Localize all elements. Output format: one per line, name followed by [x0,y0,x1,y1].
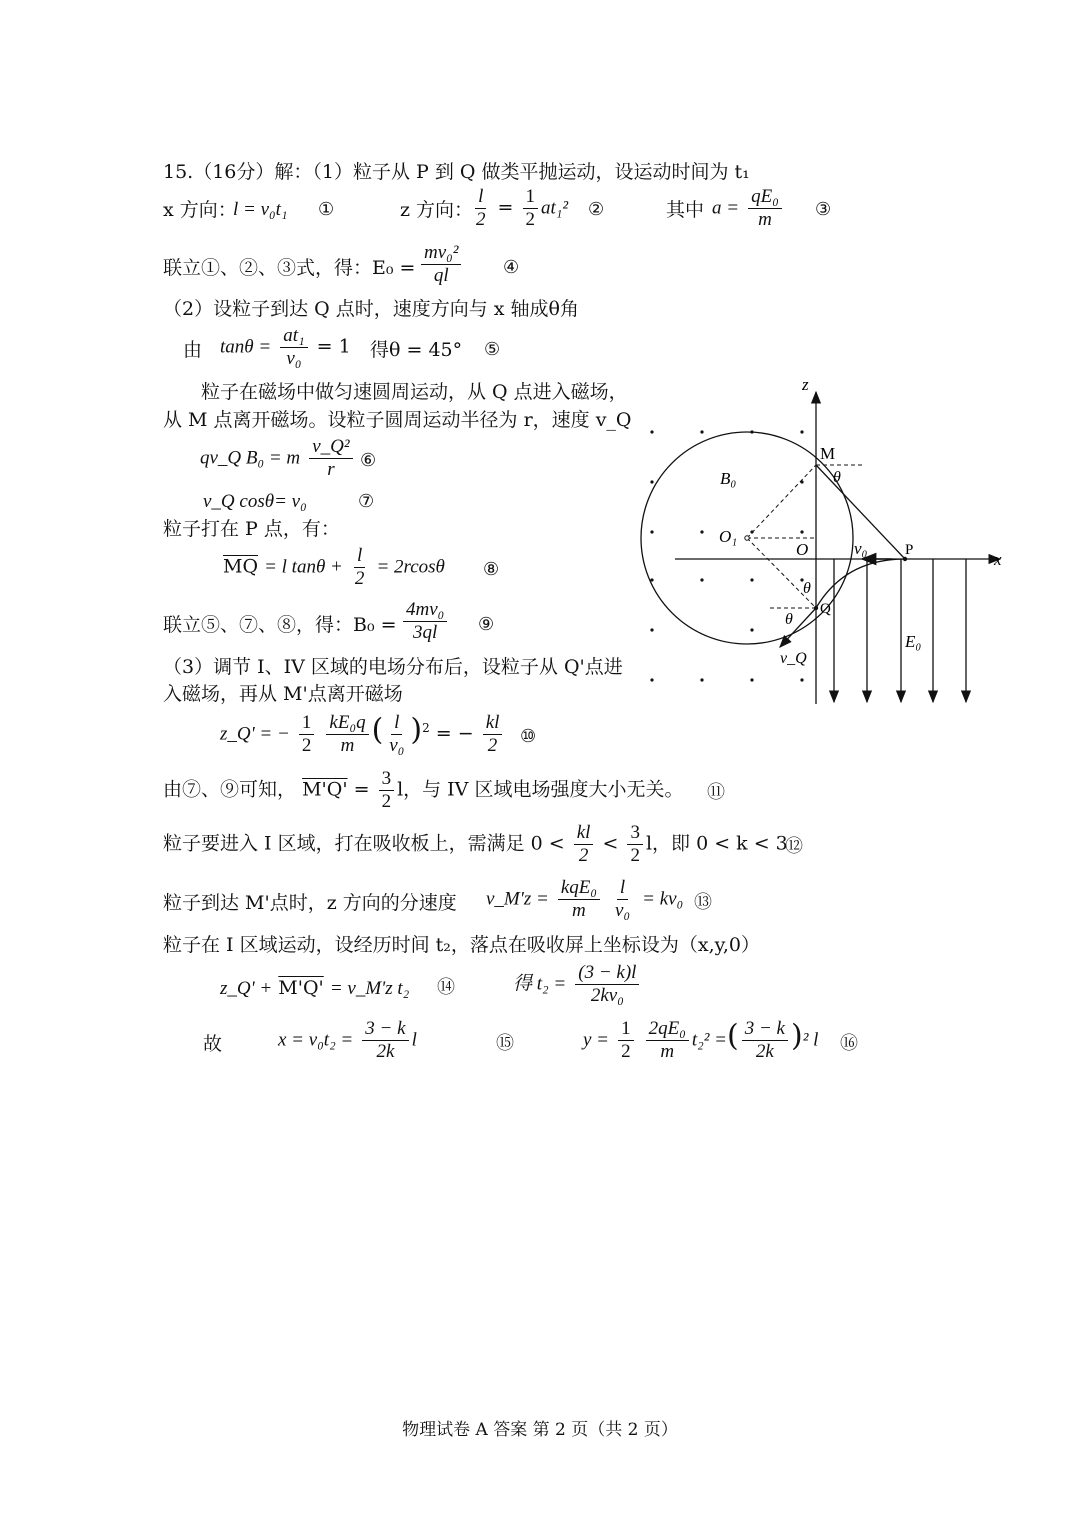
eq10-f3n: l [391,712,402,735]
eq3-lhs: a = [712,197,740,219]
x-axis-label: x [994,550,1002,569]
eq14-a: z_Q' + [220,978,273,999]
eq16-d2: m [660,1041,675,1062]
you-label: 由 [183,339,203,361]
line-13-text: 粒子到达 M'点时，z 方向的分速度 [163,892,457,914]
eq14-mq: M'Q' [278,977,324,999]
tan-equation [220,325,351,370]
eq6-num: v_Q² [309,436,352,459]
theta-label-m: θ [833,469,841,486]
line-11 [163,768,683,813]
equation-16: y = $\frac{1}{2}$ $\frac{\text{2qE₀}}{m}$ t₂² =( $\frac{3 - k}{2k}$ )² l [583,1018,819,1062]
lianli-line-2: 联立⑤、⑦、⑧，得：B₀ = [163,614,397,636]
l12-den2: 2 [630,845,640,866]
lianli-line-1: 联立①、②、③式，得：E₀ = [163,257,416,279]
eq-number-16: ⑯ [840,1033,858,1054]
eq14-c: = v_M'z t₂ [329,978,410,999]
eq-number-10: ⑩ [520,726,537,747]
b0-label: B₀ [720,469,737,488]
eq-number-12: ⑫ [785,836,803,857]
eq8-b: = l tanθ + [264,556,343,578]
eq10-f3d: v₀ [389,735,405,756]
l12-b: < [602,832,619,855]
q-point [814,606,818,610]
eq15-num: 3 − k [362,1018,408,1041]
eq4-num: mv₀² [421,242,461,265]
equation-8 [223,545,445,590]
eq-number-13: ⑬ [694,892,712,913]
gu-label: 故 [203,1033,223,1055]
l11-d: l，与 IV 区域电场强度大小无关。 [397,778,684,801]
electric-field-lines [834,559,966,702]
equation-14 [220,976,409,1001]
equation-t2 [513,962,642,1007]
hit-p-text: 粒子打在 P 点，有： [163,518,340,540]
equation-9 [400,599,450,644]
o1-label: O₁ [719,527,738,546]
eq14-num: (3 − k)l [575,962,639,985]
tan-den: v₀ [286,348,302,369]
eq10-f2n: kE₀q [326,712,368,735]
eq8-den: 2 [354,568,365,589]
eq16-n1: 1 [618,1018,634,1041]
eq4-den: ql [433,265,449,286]
eq10-f1n: 1 [299,712,315,735]
o-label: O [796,540,809,559]
eq14-den: 2kv₀ [590,985,624,1006]
o1-point [745,536,749,540]
equation-7: v_Q cosθ= v₀ [203,491,307,512]
eq16-mid: t₂² = [691,1029,727,1051]
vq-label: v_Q [780,650,807,667]
eq2-num: l [475,186,486,209]
equation-15 [278,1018,417,1063]
theta-label-q1: θ [803,580,811,597]
equation-4 [418,242,464,287]
eq10-f4n: kl [483,712,503,735]
l12-c: l，即 0 < k < 3 [645,832,788,855]
page-footer: 物理试卷 A 答案 第 2 页（共 2 页） [402,1420,678,1440]
l11-a: 由⑦、⑨可知， [163,778,297,801]
eq16-d1: 2 [621,1041,631,1062]
l13-n1: kqE₀ [558,877,600,900]
eq16-lhs: y = [583,1029,610,1051]
eq-number-14: ⑭ [437,977,455,998]
tan-num: at₁ [280,325,307,348]
eq10-lhs: z_Q' = − [220,723,290,745]
equation-6 [200,436,356,481]
qizhong-label: 其中 [666,199,705,221]
eq16-tail: ² l [802,1029,819,1051]
paragraph-line-2: 从 M 点离开磁场。设粒子圆周运动半径为 r，速度 v_Q [163,409,632,431]
paragraph-line-1: 粒子在磁场中做匀速圆周运动，从 Q 点进入磁场， [201,381,628,403]
eq-number-6: ⑥ [360,450,377,471]
eq2-rhs-num: 1 [523,186,539,209]
eq-number-11: ⑪ [707,782,725,803]
part-3-line-2: 入磁场，再从 M'点离开磁场 [163,683,403,705]
l12-den1: 2 [578,845,589,866]
eq14-de: 得 t₂ = [513,973,567,995]
eq9-num: 4mv₀ [403,599,447,622]
theta-45-result: 得θ = 45° [370,339,463,361]
l12-num1: kl [574,822,594,845]
l13-d2: v₀ [615,900,631,921]
equation-1: l = v₀t₁ [233,199,288,220]
eq8-c: = 2rcosθ [376,556,445,578]
equation-2: $\frac{l}{2}$ = $\frac{1}{2}$ at₁² [470,186,568,231]
eq16-n3: 3 − k [742,1018,788,1041]
eq3-num: qE₀ [748,186,782,209]
m-label: M [820,444,836,463]
eq-number-3: ③ [815,199,832,220]
eq10-f1d: 2 [301,735,312,756]
l12-num2: 3 [627,822,643,845]
equation-13 [486,877,683,922]
z-axis-label: z [802,375,809,394]
eq6-lhs: qv_Q B₀ = m [200,447,301,469]
eq-number-9: ⑨ [478,614,495,635]
z-direction-label: z 方向： [400,199,474,221]
l13-d1: m [572,900,586,921]
question-heading: 15.（16分）解：（1）粒子从 P 到 Q 做类平抛运动，设运动时间为 t₁ [163,161,750,183]
l13-n2: l [617,877,628,900]
e0-label: E₀ [905,632,922,651]
q-label: Q [820,601,831,617]
eq10-mid: = − [435,722,474,745]
eq6-den: r [327,459,335,480]
theta-label-q2: θ [785,611,793,628]
physics-diagram [630,372,1010,712]
p-label: P [905,542,914,558]
eq-number-8: ⑧ [483,559,500,580]
eq16-n2: 2qE₀ [646,1018,689,1041]
eq-number-5: ⑤ [484,339,501,360]
part-2-heading: （2）设粒子到达 Q 点时，速度方向与 x 轴成θ角 [163,298,579,320]
l11-num: 3 [379,768,395,791]
tan-rhs: = 1 [316,335,351,358]
x-direction-label: x 方向： [163,199,237,221]
l11-mq: M'Q' [302,778,348,801]
l12-a: 粒子要进入 I 区域，打在吸收板上，需满足 0 < [163,832,565,855]
eq-number-4: ④ [503,257,520,278]
eq15-lhs: x = v₀t₂ = [278,1029,354,1051]
equation-3 [712,186,785,231]
line-14-text: 粒子在 I 区域运动，设经历时间 t₂，落点在吸收屏上坐标设为（x,y,0） [163,934,760,956]
eq16-d3: 2k [755,1041,774,1062]
eq2-rhs-tail: at₁² [541,197,569,219]
eq2-den: 2 [476,209,486,230]
part-3-line-1: （3）调节 I、IV 区域的电场分布后，设粒子从 Q'点进 [163,656,623,678]
eq-number-15: ⑮ [496,1033,514,1054]
eq8-num: l [354,545,365,568]
eq9-den: 3ql [412,622,438,643]
eq10-f4d: 2 [487,735,498,756]
eq3-den: m [758,209,772,230]
eq-number-7: ⑦ [358,491,375,512]
eq8-mq: $\overline{MQ}$ [223,555,259,578]
eq15-tail: l [411,1029,417,1051]
eq2-rhs-den: 2 [525,209,536,230]
l13-rhs: = kv₀ [642,888,684,910]
l11-eq: = [353,778,370,801]
eq10-f2d: m [340,735,355,756]
line-12 [163,822,788,867]
l11-den: 2 [381,791,392,812]
v0-label: v₀ [854,539,868,558]
eq-number-2: ② [588,199,605,220]
equation-10: z_Q' = − $\frac{1}{2}$ $\frac{\text{kE₀q}}{m}$ ( $\frac{l}{\text{v₀}}$ )$^2$ = − $\frac{kl}{2}$ [220,712,505,757]
eq15-den: 2k [376,1041,395,1062]
eq-number-1: ① [318,199,335,220]
l13-lhs: v_M'z = [486,888,549,910]
tan-lhs: tanθ = [220,336,272,358]
